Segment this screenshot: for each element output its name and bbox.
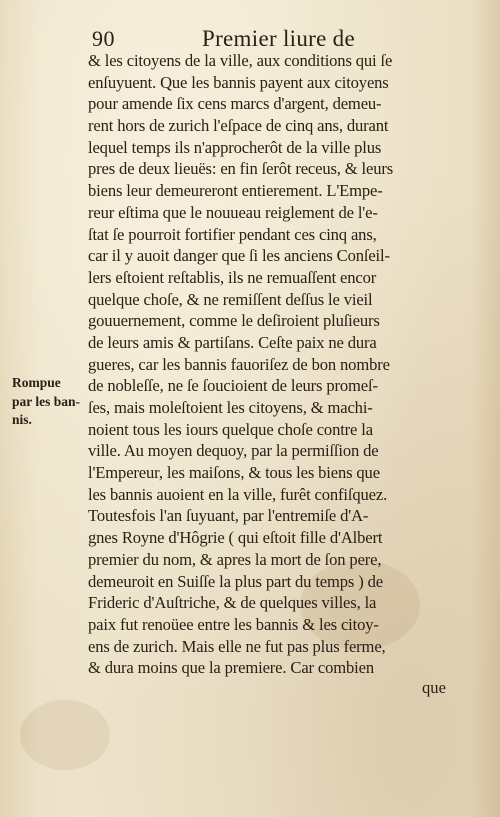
text-line: enſuyuent. Que les bannis payent aux citoyens [88,72,389,92]
catchword: que [422,678,446,697]
body-text [88,50,458,679]
text-line: biens leur demeureront entierement. L'Empe- [88,181,383,201]
text-line: reur eſtima que le nouueau reiglement de l'e- [88,202,378,222]
text-line: gouuernement, comme le deſiroient pluſieurs [88,311,380,331]
text-line: gnes Royne d'Hôgrie ( qui eſtoit fille d'Albert [88,528,383,548]
text-line: car il y auoit danger que ſi les anciens Conſeil- [88,246,390,266]
text-line: demeuroit en Suiſſe la plus part du temps ) de [88,571,383,591]
text-line: ſtat ſe pourroit fortifier pendant ces cinq ans, [88,224,377,244]
margin-note-line: par les ban- [12,393,81,409]
text-line: gueres, car les bannis fauoriſez de bon nombre [88,354,390,374]
text-line: ens de zurich. Mais elle ne fut pas plus ferme, [88,636,386,656]
text-line: l'Empereur, les maiſons, & tous les biens que [88,463,380,483]
text-line: noient tous les iours quelque choſe contre la [88,419,373,439]
text-line: Toutesfois l'an ſuyuant, par l'entremiſe d'A- [88,506,369,526]
page-number: 90 [92,26,115,51]
margin-note-line: Rompue [12,375,61,390]
text-line: rent hors de zurich l'eſpace de cinq ans, durant [88,116,389,136]
text-line: de nobleſſe, ne ſe ſoucioient de leurs promeſ- [88,376,378,396]
text-line: pres de deux lieuës: en fin ſerôt receus, & leurs [88,159,394,179]
paper-stain [20,700,110,770]
margin-note [12,374,86,430]
text-line: Frideric d'Auſtriche, & de quelques villes, la [88,593,377,613]
text-line: ſes, mais moleſtoient les citoyens, & machi- [88,398,373,417]
text-line: quelque choſe, & ne remiſſent deſſus le vieil [88,289,373,309]
text-line: les bannis auoient en la ville, furêt confiſquez. [88,484,388,504]
margin-note-line: nis. [12,412,32,427]
text-line: pour amende ſix cens marcs d'argent, demeu- [88,94,382,114]
text-line: premier du nom, & apres la mort de ſon pere, [88,549,382,569]
text-line: ville. Au moyen dequoy, par la permiſſion de [88,441,379,461]
text-line: de leurs amis & partiſans. Ceſte paix ne dura [88,332,377,352]
text-line: & dura moins que la premiere. Car combien [88,658,374,678]
text-line: & les citoyens de la ville, aux conditions qui ſe [88,51,393,70]
running-title: Premier liure de [202,26,355,51]
text-line: lequel temps ils n'approcherôt de la ville plus [88,137,382,157]
text-line: lers eſtoient reſtablis, ils ne remuaſſent encor [88,267,377,287]
text-line: paix fut renoüee entre les bannis & les citoy- [88,614,379,634]
